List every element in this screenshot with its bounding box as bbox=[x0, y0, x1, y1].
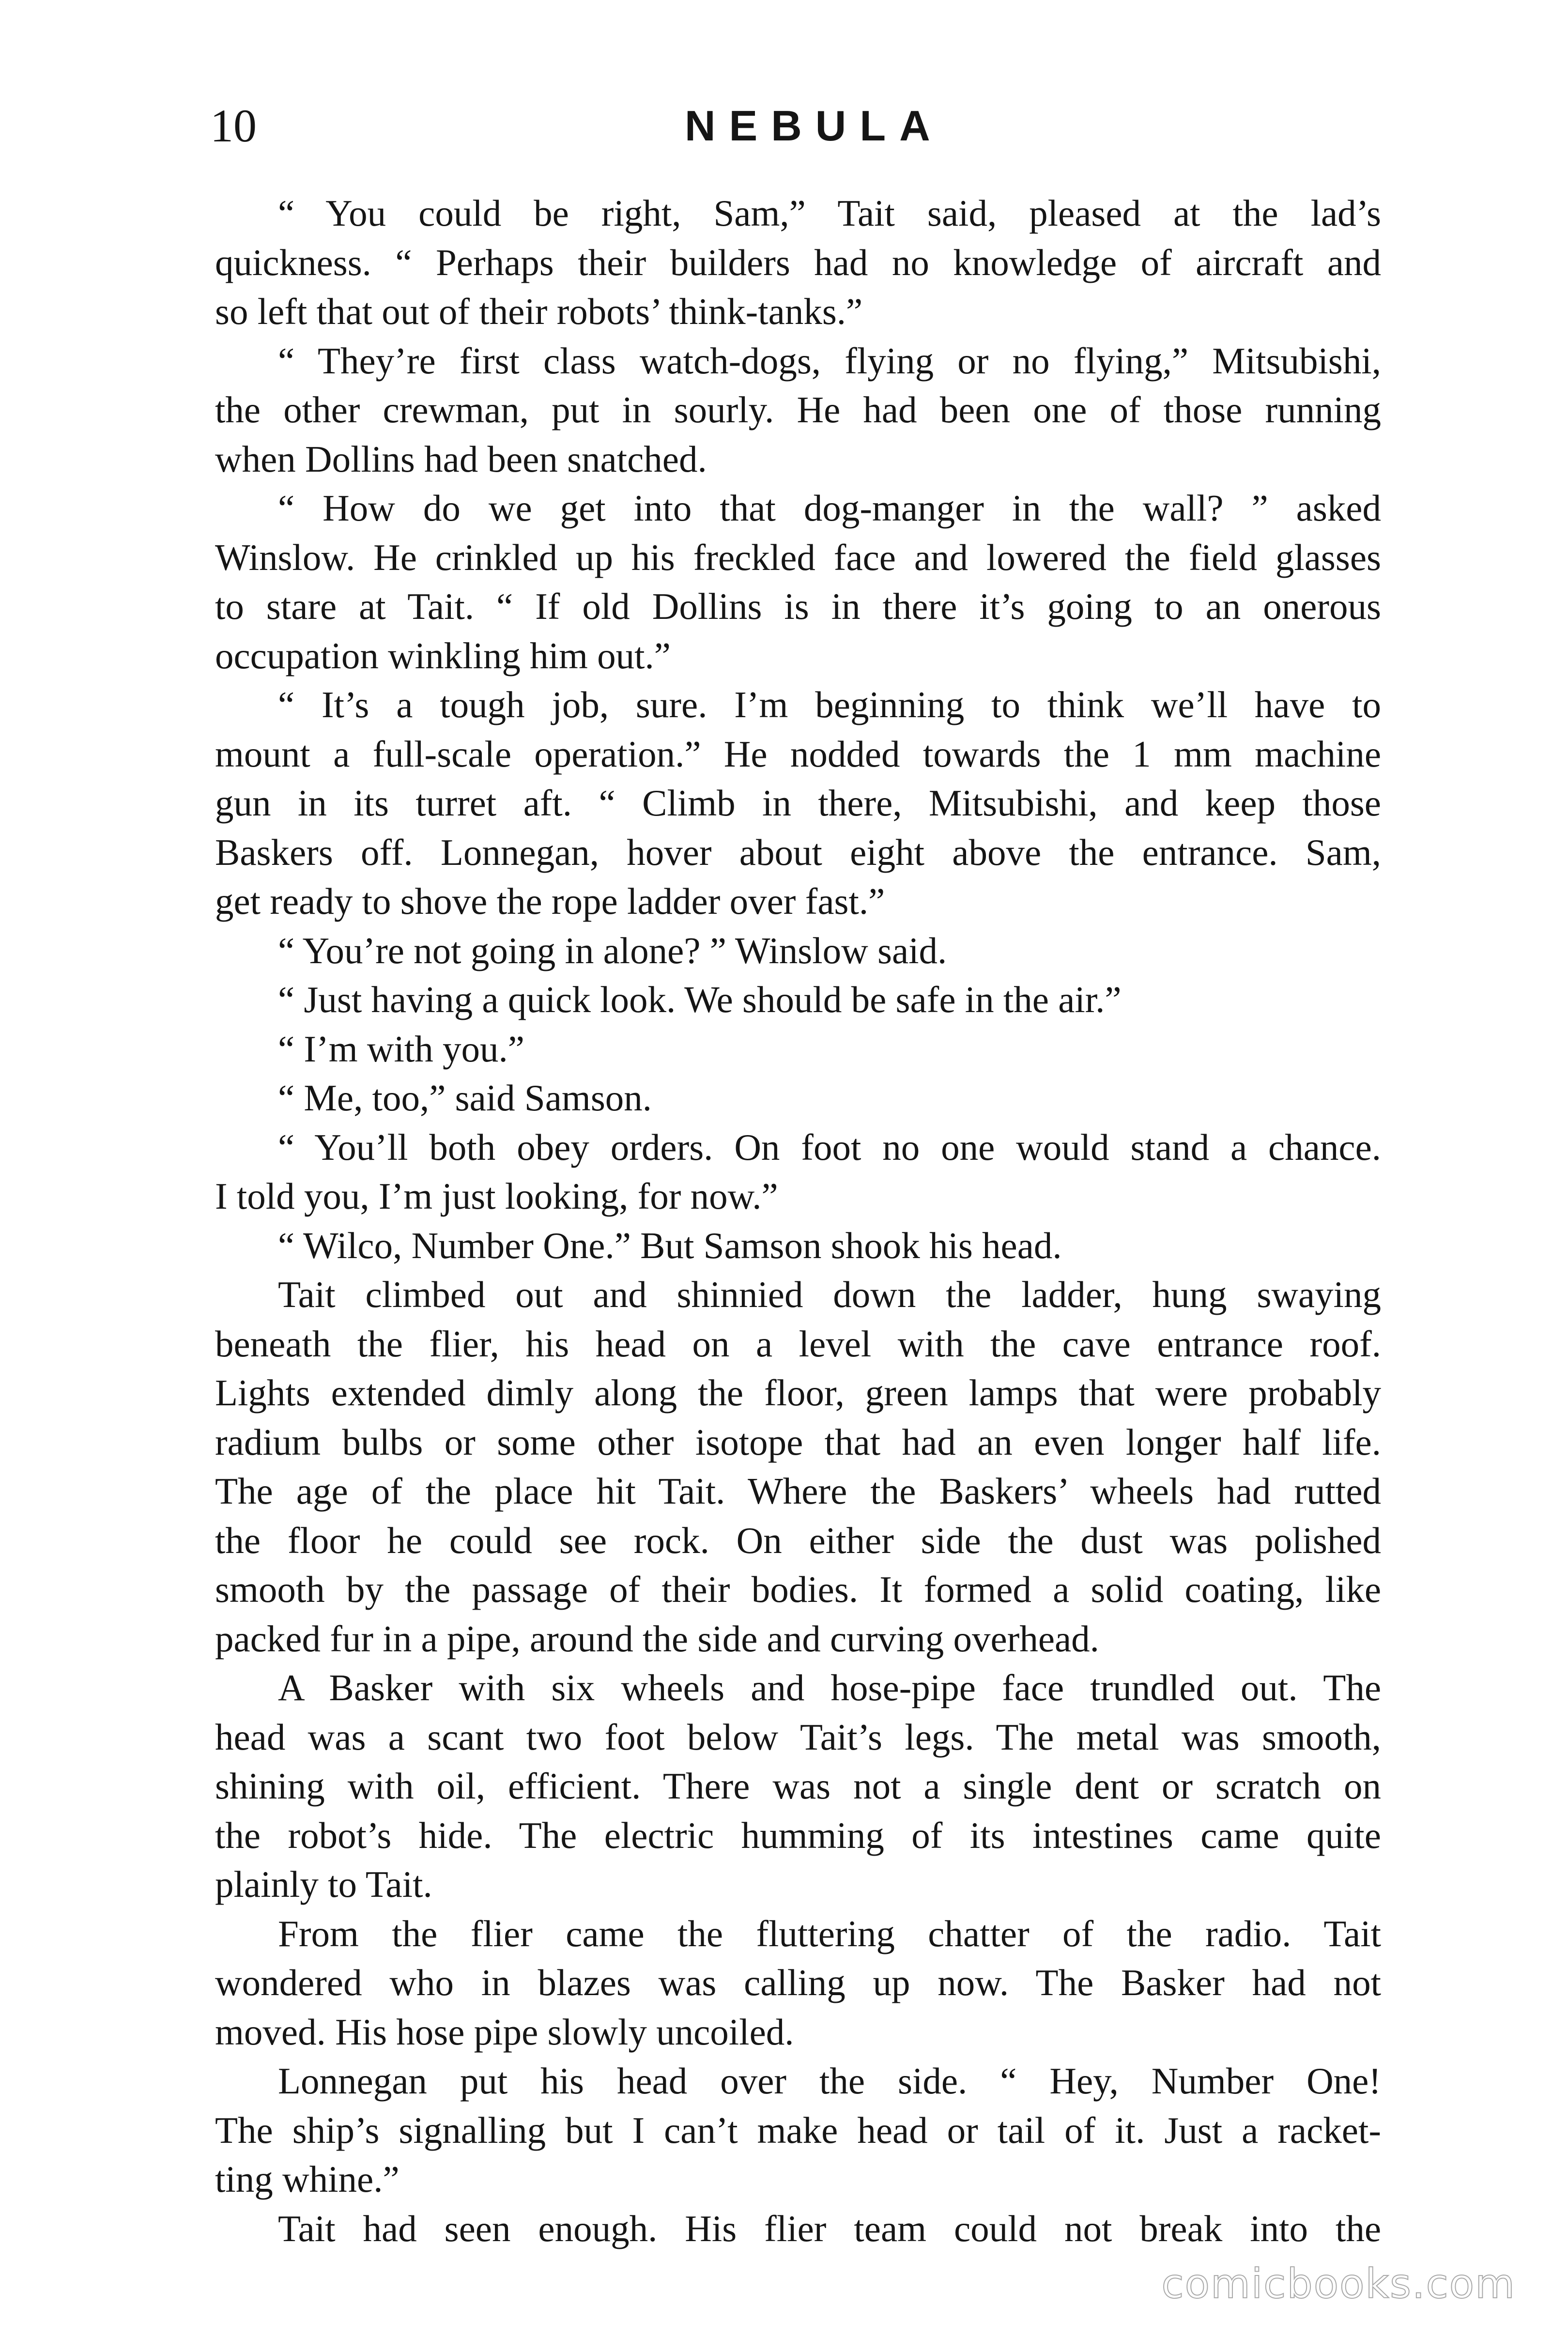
text-line: the other crewman, put in sourly. He had been one of those running bbox=[215, 389, 1381, 430]
page-number: 10 bbox=[210, 100, 257, 152]
text-line: ting whine.” bbox=[215, 2158, 400, 2200]
text-line: get ready to shove the rope ladder over fast.” bbox=[215, 880, 885, 922]
running-head bbox=[210, 97, 1372, 155]
text-line: Baskers off. Lonnegan, hover about eight above the entrance. Sam, bbox=[215, 831, 1381, 873]
text-line: “ How do we get into that dog-manger in the wall? ” asked bbox=[278, 487, 1381, 529]
watermark: comicbooks.com bbox=[1161, 2260, 1516, 2307]
text-line: A Basker with six wheels and hose-pipe face trundled out. The bbox=[278, 1667, 1381, 1708]
text-line: From the flier came the fluttering chatter of the radio. Tait bbox=[278, 1912, 1381, 1954]
text-line: “ It’s a tough job, sure. I’m beginning to think we’ll have to bbox=[278, 684, 1381, 725]
text-line: Tait had seen enough. His flier team could not break into the bbox=[278, 2207, 1381, 2249]
text-line: Lonnegan put his head over the side. “ Hey, Number One! bbox=[278, 2060, 1381, 2102]
text-line: “ You could be right, Sam,” Tait said, pleased at the lad’s bbox=[278, 192, 1381, 234]
text-line: The ship’s signalling but I can’t make head or tail of it. Just a racket- bbox=[215, 2109, 1381, 2151]
text-line: I told you, I’m just looking, for now.” bbox=[215, 1175, 778, 1217]
text-line: “ You’ll both obey orders. On foot no one would stand a chance. bbox=[278, 1126, 1381, 1168]
text-line: when Dollins had been snatched. bbox=[215, 438, 707, 480]
text-line: The age of the place hit Tait. Where the Baskers’ wheels had rutted bbox=[215, 1470, 1381, 1512]
text-line: so left that out of their robots’ think-tanks.” bbox=[215, 291, 863, 332]
text-line: “ They’re first class watch-dogs, flying or no flying,” Mitsubishi, bbox=[278, 339, 1381, 382]
text-line: “ Just having a quick look. We should be safe in the air.” bbox=[278, 979, 1122, 1020]
text-line: shining with oil, efficient. There was not a single dent or scratch on bbox=[215, 1765, 1381, 1807]
text-line: Winslow. He crinkled up his freckled face and lowered the field glasses bbox=[215, 536, 1381, 578]
text-line: “ You’re not going in alone? ” Winslow said. bbox=[278, 929, 947, 971]
text-line: radium bulbs or some other isotope that had an even longer half life. bbox=[215, 1421, 1381, 1463]
text-line: the robot’s hide. The electric humming of its intestines came quite bbox=[215, 1814, 1381, 1856]
text-line: head was a scant two foot below Tait’s legs. The metal was smooth, bbox=[215, 1716, 1381, 1758]
text-line: Lights extended dimly along the floor, green lamps that were probably bbox=[215, 1372, 1381, 1414]
text-line: packed fur in a pipe, around the side and curving overhead. bbox=[215, 1617, 1099, 1660]
body-text bbox=[215, 189, 1381, 2253]
text-line: “ I’m with you.” bbox=[278, 1028, 524, 1070]
text-line: “ Wilco, Number One.” But Samson shook his head. bbox=[278, 1224, 1062, 1266]
text-line: smooth by the passage of their bodies. It formed a solid coating, like bbox=[215, 1568, 1381, 1610]
text-line: occupation winkling him out.” bbox=[215, 634, 671, 676]
text-line: Tait climbed out and shinnied down the ladder, hung swaying bbox=[278, 1274, 1381, 1315]
text-line: moved. His hose pipe slowly uncoiled. bbox=[215, 2011, 794, 2053]
text-line: gun in its turret aft. “ Climb in there, Mitsubishi, and keep those bbox=[215, 782, 1381, 824]
text-line: wondered who in blazes was calling up now. The Basker had not bbox=[215, 1962, 1381, 2003]
text-line: mount a full-scale operation.” He nodded towards the 1 mm machine bbox=[215, 733, 1381, 775]
text-line: the floor he could see rock. On either side the dust was polished bbox=[215, 1519, 1381, 1561]
text-line: plainly to Tait. bbox=[215, 1863, 432, 1905]
text-line: “ Me, too,” said Samson. bbox=[278, 1077, 652, 1119]
text-line: quickness. “ Perhaps their builders had no knowledge of aircraft and bbox=[215, 241, 1381, 283]
text-line: beneath the flier, his head on a level with the cave entrance roof. bbox=[215, 1322, 1381, 1365]
book-title: NEBULA bbox=[685, 102, 944, 150]
text-line: to stare at Tait. “ If old Dollins is in there it’s going to an onerous bbox=[215, 585, 1381, 627]
